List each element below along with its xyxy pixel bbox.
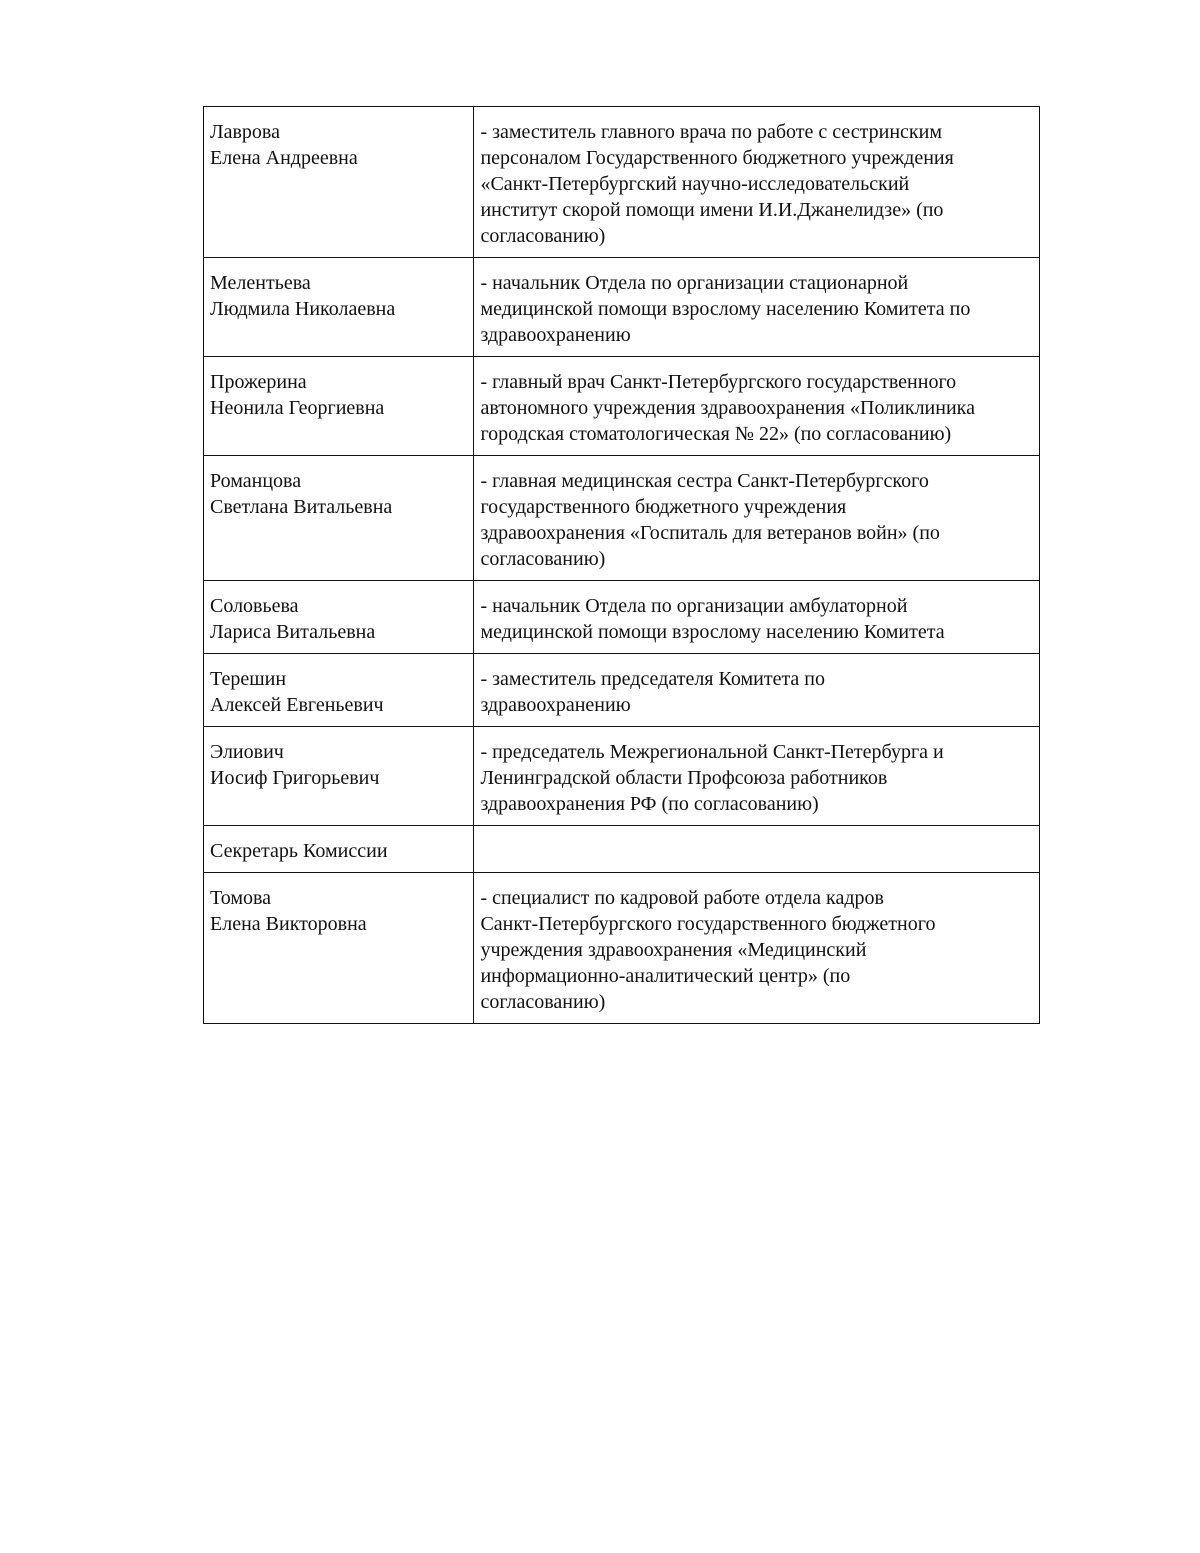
member-name-line: Прожерина: [210, 371, 307, 393]
commission-members-table: [203, 106, 1040, 1024]
member-role-line: здравоохранению: [480, 324, 631, 346]
table-row: [204, 826, 1040, 873]
member-name-cell: [204, 258, 474, 357]
table-row: [204, 581, 1040, 654]
member-role-line: согласованию): [480, 548, 606, 570]
member-name-line: Элиович: [210, 741, 284, 763]
member-role-line: Ленинградской области Профсоюза работников: [480, 767, 888, 789]
member-role-line: информационно-аналитический центр» (по: [480, 965, 851, 987]
table-row: [204, 107, 1040, 258]
member-name-line: Секретарь Комиссии: [210, 840, 388, 862]
member-role-cell: [474, 258, 1040, 357]
member-role-line: - председатель Межрегиональной Санкт-Петербурга и: [480, 741, 944, 763]
member-name-line: Романцова: [210, 470, 302, 492]
member-role-line: персоналом Государственного бюджетного учреждения: [480, 147, 954, 169]
member-name-line: Лаврова: [210, 121, 280, 143]
member-role-line: Санкт-Петербургского государственного бюджетного: [480, 913, 936, 935]
member-role-line: - заместитель главного врача по работе с сестринским: [480, 121, 942, 143]
table-row: [204, 456, 1040, 581]
member-role-line: учреждения здравоохранения «Медицинский: [480, 939, 867, 961]
member-name-line: Соловьева: [210, 595, 299, 617]
member-role-cell: [474, 727, 1040, 826]
member-role-line: - начальник Отдела по организации стационарной: [480, 272, 909, 294]
member-role-line: государственного бюджетного учреждения: [480, 496, 847, 518]
member-role-line: медицинской помощи взрослому населению Комитета: [480, 621, 945, 643]
member-role-cell: [474, 357, 1040, 456]
member-role-line: институт скорой помощи имени И.И.Джанелидзе» (по: [480, 199, 944, 221]
member-name-cell: [204, 107, 474, 258]
member-name-line: Томова: [210, 887, 272, 909]
member-role-line: медицинской помощи взрослому населению Комитета по: [480, 298, 971, 320]
member-name-line: Алексей Евгеньевич: [210, 694, 384, 716]
member-role-line: - специалист по кадровой работе отдела кадров: [480, 887, 884, 909]
member-role-line: согласованию): [480, 225, 606, 247]
member-name-cell: [204, 654, 474, 727]
member-name-cell: [204, 581, 474, 654]
member-role-cell: [474, 107, 1040, 258]
table-row: [204, 654, 1040, 727]
member-name-line: Иосиф Григорьевич: [210, 767, 380, 789]
member-name-line: Лариса Витальевна: [210, 621, 376, 643]
member-name-cell: [204, 456, 474, 581]
member-role-line: здравоохранению: [480, 694, 631, 716]
member-name-line: Светлана Витальевна: [210, 496, 393, 518]
member-role-cell: [474, 581, 1040, 654]
table-row: [204, 258, 1040, 357]
member-role-line: согласованию): [480, 991, 606, 1013]
member-role-cell: [474, 873, 1040, 1024]
member-role-line: здравоохранения РФ (по согласованию): [480, 793, 819, 815]
member-role-line: «Санкт-Петербургский научно-исследовательский: [480, 173, 910, 195]
member-name-cell: [204, 826, 474, 873]
member-name-cell: [204, 727, 474, 826]
member-role-line: автономного учреждения здравоохранения «Поликлиника: [480, 397, 975, 419]
member-name-line: Людмила Николаевна: [210, 298, 396, 320]
table-row: [204, 873, 1040, 1024]
member-name-line: Мелентьева: [210, 272, 311, 294]
member-name-line: Неонила Георгиевна: [210, 397, 385, 419]
member-name-line: Елена Викторовна: [210, 913, 367, 935]
member-role-line: городская стоматологическая № 22» (по согласованию): [480, 423, 952, 445]
member-name-cell: [204, 873, 474, 1024]
member-role-line: - главный врач Санкт-Петербургского государственного: [480, 371, 957, 393]
member-role-cell: [474, 826, 1040, 873]
member-name-line: Терешин: [210, 668, 287, 690]
member-role-line: - главная медицинская сестра Санкт-Петербургского: [480, 470, 929, 492]
table-row: [204, 357, 1040, 456]
table-row: [204, 727, 1040, 826]
member-name-line: Елена Андреевна: [210, 147, 358, 169]
member-name-cell: [204, 357, 474, 456]
member-role-cell: [474, 654, 1040, 727]
member-role-line: здравоохранения «Госпиталь для ветеранов войн» (по: [480, 522, 940, 544]
member-role-line: - заместитель председателя Комитета по: [480, 668, 826, 690]
member-role-line: - начальник Отдела по организации амбулаторной: [480, 595, 908, 617]
member-role-cell: [474, 456, 1040, 581]
members-table-body: [204, 107, 1040, 1024]
